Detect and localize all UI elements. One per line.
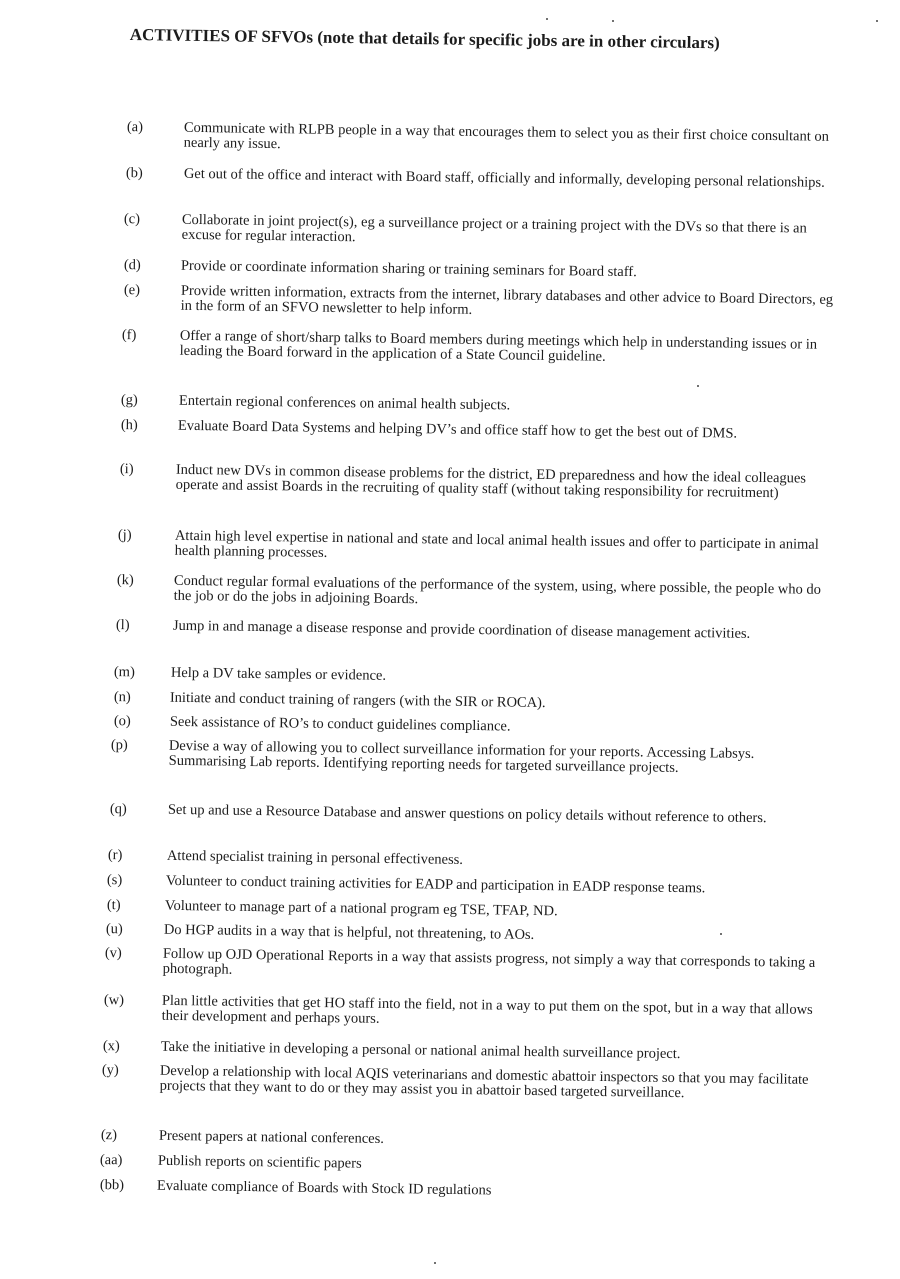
item-text: Offer a range of short/sharp talks to Board members during meetings which help in understanding issues or in leading the Board forward in the application of a State Council guideline. bbox=[179, 327, 818, 365]
item-label: (j) bbox=[117, 527, 132, 544]
item-text: Provide or coordinate information sharing or training seminars for Board staff. bbox=[180, 257, 637, 281]
item-label: (t) bbox=[106, 897, 121, 914]
item-text: Collaborate in joint project(s), eg a surveillance project or a training project with the DVs so that there is an excuse for regular interaction. bbox=[181, 211, 807, 246]
item-label: (y) bbox=[101, 1062, 119, 1079]
item-label: (k) bbox=[116, 572, 134, 589]
item-label: (z) bbox=[100, 1127, 118, 1144]
item-text: Jump in and manage a disease response and provide coordination of disease management activities. bbox=[172, 617, 751, 642]
scan-speck bbox=[876, 20, 878, 22]
item-text: Communicate with RLPB people in a way that encourages them to select you as their first choice consultant on nearly any issue. bbox=[183, 119, 830, 153]
item-text: Entertain regional conferences on animal health subjects. bbox=[178, 392, 511, 414]
item-label: (x) bbox=[102, 1038, 120, 1055]
scan-speck bbox=[612, 20, 614, 22]
item-text: Get out of the office and interact with Board staff, officially and informally, developing personal relationships. bbox=[183, 165, 825, 191]
item-text: Volunteer to conduct training activities for EADP and participation in EADP response teams. bbox=[165, 872, 706, 897]
item-text: Volunteer to manage part of a national program eg TSE, TFAP, ND. bbox=[164, 897, 558, 920]
item-label: (c) bbox=[123, 211, 141, 228]
item-label: (d) bbox=[123, 257, 141, 274]
item-text: Evaluate Board Data Systems and helping DV’s and office staff how to get the best out of DMS. bbox=[177, 417, 738, 442]
item-text: Publish reports on scientific papers bbox=[157, 1152, 362, 1172]
item-label: (h) bbox=[120, 417, 138, 434]
item-label: (r) bbox=[107, 847, 123, 864]
item-label: (a) bbox=[126, 119, 144, 136]
item-label: (q) bbox=[109, 801, 127, 818]
item-label: (w) bbox=[103, 992, 125, 1009]
item-text: Attain high level expertise in national and state and local animal health issues and offer to participate in animal health planning processes. bbox=[174, 527, 819, 561]
item-text: Take the initiative in developing a personal or national animal health surveillance project. bbox=[160, 1038, 681, 1063]
document-title: ACTIVITIES OF SFVOs (note that details for specific jobs are in other circulars) bbox=[129, 24, 720, 53]
item-text: Seek assistance of RO’s to conduct guidelines compliance. bbox=[169, 713, 511, 735]
item-text: Devise a way of allowing you to collect surveillance information for your reports. Accessing Labsys. Summarising Lab reports. Identifying reporting needs for targeted surveillance projects. bbox=[168, 737, 755, 776]
item-label: (m) bbox=[113, 664, 135, 681]
item-label: (u) bbox=[105, 921, 123, 938]
item-text: Do HGP audits in a way that is helpful, not threatening, to AOs. bbox=[163, 921, 535, 943]
item-label: (p) bbox=[110, 737, 128, 754]
item-label: (o) bbox=[113, 713, 131, 730]
scan-speck bbox=[720, 933, 722, 935]
item-text: Develop a relationship with local AQIS veterinarians and domestic abattoir inspectors so that you may facilitate projects that they want to do or they may assist you in abattoir based targeted surveillance. bbox=[159, 1062, 809, 1102]
item-label: (i) bbox=[119, 461, 134, 478]
item-text: Follow up OJD Operational Reports in a way that assists progress, not simply a way that corresponds to taking a photograph. bbox=[162, 945, 816, 978]
item-text: Provide written information, extracts from the internet, library databases and other advice to Board Directors, eg in the form of an SFVO newsletter to help inform. bbox=[180, 282, 834, 318]
item-label: (e) bbox=[123, 282, 141, 299]
scan-speck bbox=[697, 385, 699, 387]
scan-speck bbox=[546, 18, 548, 20]
item-text: Conduct regular formal evaluations of the performance of the system, using, where possible, the people who do the job or do the jobs in adjoining Boards. bbox=[173, 572, 822, 608]
item-text: Evaluate compliance of Boards with Stock ID regulations bbox=[156, 1177, 492, 1199]
item-text: Help a DV take samples or evidence. bbox=[170, 664, 387, 684]
item-label: (l) bbox=[115, 617, 130, 634]
item-label: (s) bbox=[106, 872, 123, 889]
item-text: Present papers at national conferences. bbox=[158, 1127, 385, 1147]
item-text: Attend specialist training in personal effectiveness. bbox=[166, 847, 464, 868]
item-label: (aa) bbox=[99, 1152, 123, 1169]
scan-speck bbox=[434, 1262, 436, 1264]
item-label: (g) bbox=[120, 392, 138, 409]
item-label: (v) bbox=[104, 945, 122, 962]
item-label: (bb) bbox=[99, 1177, 125, 1194]
item-label: (f) bbox=[121, 327, 137, 344]
item-label: (b) bbox=[125, 165, 143, 182]
item-text: Induct new DVs in common disease problems for the district, ED preparedness and how the ideal colleagues operate and assist Boards in the recruiting of quality staff (without taking responsibility for recruitment) bbox=[175, 461, 807, 502]
item-text: Plan little activities that get HO staff into the field, not in a way to put them on the spot, but in a way that allows their development and perhaps yours. bbox=[161, 992, 813, 1027]
item-text: Initiate and conduct training of rangers (with the SIR or ROCA). bbox=[169, 689, 546, 712]
item-label: (n) bbox=[113, 689, 131, 706]
item-text: Set up and use a Resource Database and answer questions on policy details without reference to others. bbox=[167, 801, 767, 827]
